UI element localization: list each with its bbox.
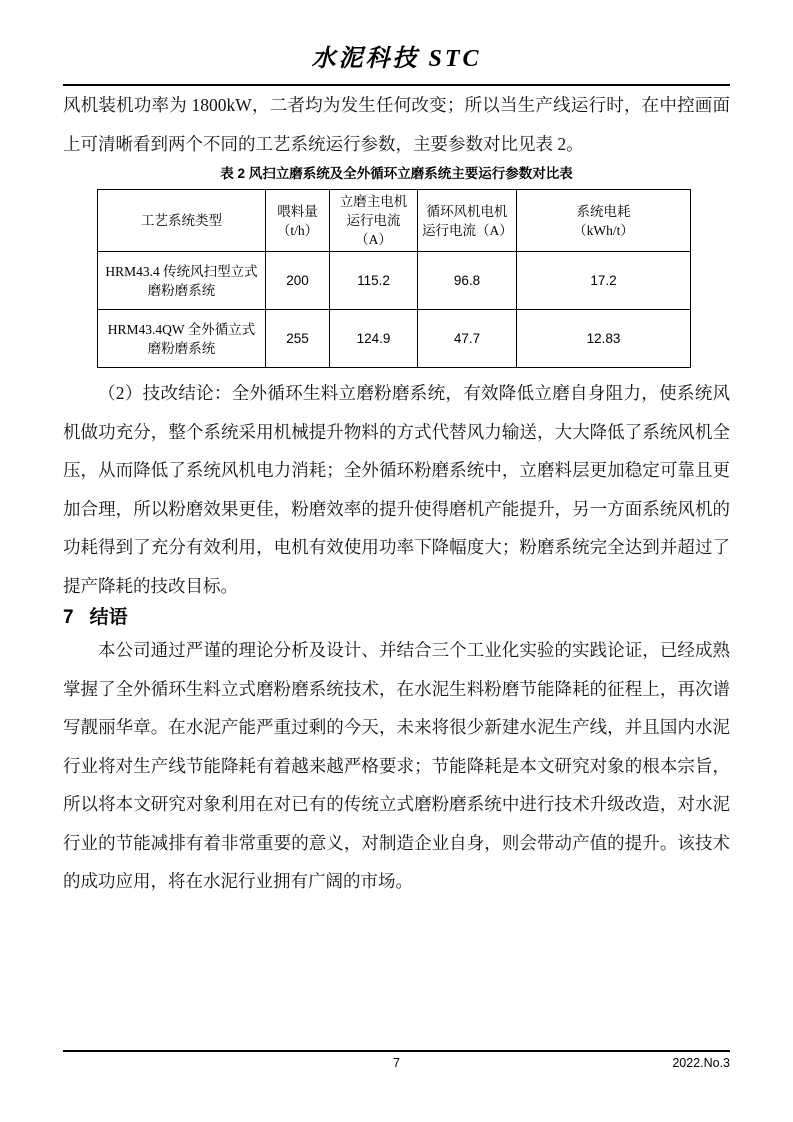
header-line: 喂料量 (277, 203, 318, 219)
page-footer (63, 1050, 730, 1074)
issue-number: 2022.No.3 (672, 1056, 730, 1070)
comparison-table (97, 189, 691, 368)
cell-feed-rate: 200 (266, 252, 330, 310)
cell-fan-motor-current: 47.7 (418, 310, 517, 368)
section-title: 结语 (89, 607, 128, 628)
comparison-table-head (98, 190, 691, 252)
table-header-row (98, 190, 691, 252)
conclusion-paragraph: （2）技改结论：全外循环生料立磨粉磨系统，有效降低立磨自身阻力，使系统风机做功充分，整个系统采用机械提升物料的方式代替风力输送，大大降低了系统风机全压，从而降低了系统风机电力消耗；全外循环粉磨系统中，立磨料层更加稳定可靠且更加合理，所以粉磨效果更佳，粉磨效率的提升使得磨机产能提升，另一方面系统风机的功耗得到了充分有效利用，电机有效使用功率下降幅度大；粉磨系统完全达到并超过了提产降耗的技改目标。 (63, 383, 730, 596)
section-number: 7 (63, 607, 74, 628)
header-cell-system-type (98, 190, 266, 252)
header-line: 运行电流（A） (422, 222, 513, 238)
header-line: 工艺系统类型 (141, 213, 222, 228)
cell-power-consumption: 12.83 (517, 310, 691, 368)
closing-paragraph: 本公司通过严谨的理论分析及设计、并结合三个工业化实验的实践论证，已经成熟掌握了全外循环生料立式磨粉磨系统技术，在水泥生料粉磨节能降耗的征程上，再次谱写靓丽华章。在水泥产能严重过剩的今天，未来将很少新建水泥生产线，并且国内水泥行业将对生产线节能降耗有着越来越严格要求；节能降耗是本文研究对象的根本宗旨，所以将本文研究对象利用在对已有的传统立式磨粉磨系统中进行技术升级改造，对水泥行业的节能减排有着非常重要的意义，对制造企业自身，则会带动产值的提升。该技术的成功应用，将在水泥行业拥有广阔的市场。 (63, 640, 730, 891)
journal-header-title: 水泥科技 STC (311, 46, 482, 72)
header-cell-power-consumption (517, 190, 691, 252)
cell-mill-motor-current: 115.2 (330, 252, 418, 310)
intro-paragraph: 风机装机功率为 1800kW，二者均为发生任何改变；所以当生产线运行时，在中控画面上可清晰看到两个不同的工艺系统运行参数，主要参数对比见表 2。 (63, 95, 730, 154)
table-row (98, 252, 691, 310)
cell-system-name: HRM43.4 传统风扫型立式磨粉磨系统 (98, 252, 266, 310)
cell-system-name: HRM43.4QW 全外循立式磨粉磨系统 (98, 310, 266, 368)
header-line: 立磨主电机 (339, 194, 408, 209)
table-caption: 表 2 风扫立磨系统及全外循环立磨系统主要运行参数对比表 (220, 166, 573, 181)
section-heading (63, 605, 730, 631)
table-row (98, 310, 691, 368)
cell-feed-rate: 255 (266, 310, 330, 368)
page-content (0, 44, 793, 901)
header-line: （t/h） (276, 222, 319, 238)
footer-row (63, 1052, 730, 1074)
header-cell-fan-motor-current (418, 190, 517, 252)
page-number: 7 (393, 1056, 400, 1070)
header-cell-mill-motor-current (330, 190, 418, 252)
cell-fan-motor-current: 96.8 (418, 252, 517, 310)
cell-power-consumption: 17.2 (517, 252, 691, 310)
header-cell-feed-rate (266, 190, 330, 252)
header-line: （kWh/t） (573, 222, 634, 238)
cell-mill-motor-current: 124.9 (330, 310, 418, 368)
header-line: 循环风机电机 (426, 203, 508, 219)
comparison-table-body (98, 252, 691, 368)
header-line: 系统电耗 (576, 203, 631, 219)
header-line: 运行电流（A） (346, 213, 401, 247)
